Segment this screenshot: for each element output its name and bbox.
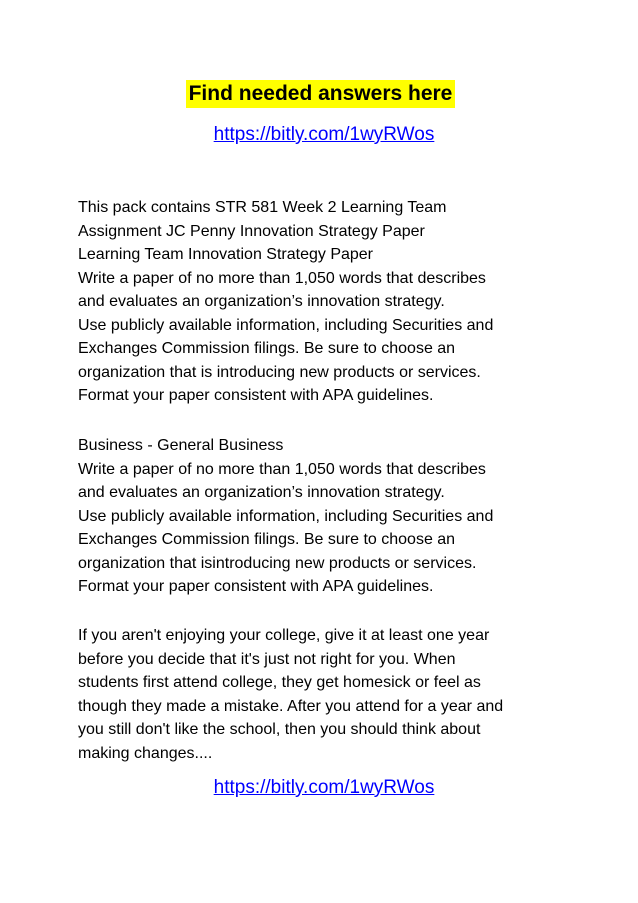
- text-line: Write a paper of no more than 1,050 words that describes: [78, 269, 486, 287]
- text-line: making changes....: [78, 744, 213, 762]
- bottom-link[interactable]: https://bitly.com/1wyRWos: [213, 777, 435, 798]
- text-line: Business - General Business: [78, 437, 284, 454]
- text-line: Exchanges Commission filings. Be sure to choose an: [78, 531, 456, 548]
- text-line: If you aren't enjoying your college, give it at least one year: [78, 627, 490, 644]
- text-line: you still don't like the school, then you should think about: [78, 721, 481, 738]
- header-area: [0, 80, 638, 108]
- text-line: Learning Team Innovation Strategy Paper: [78, 246, 374, 263]
- paragraph-college-advice: [78, 624, 578, 765]
- text-line: Exchanges Commission filings. Be sure to choose an: [78, 340, 456, 357]
- paragraph-product-description: [78, 196, 578, 408]
- bottom-link-area: [0, 777, 638, 799]
- text-line: before you decide that it's just not right for you. When: [78, 650, 456, 668]
- text-line: Use publicly available information, including Securities and: [78, 507, 494, 525]
- text-line: Format your paper consistent with APA guidelines.: [78, 387, 434, 404]
- text-line: Format your paper consistent with APA guidelines.: [78, 578, 434, 595]
- text-line: though they made a mistake. After you attend for a year and: [78, 697, 504, 715]
- text-line: and evaluates an organization’s innovation strategy.: [78, 293, 445, 310]
- top-link-area: [0, 124, 638, 146]
- text-line: organization that isintroducing new products or services.: [78, 554, 477, 572]
- highlighted-heading: Find needed answers here: [186, 80, 456, 108]
- text-line: Use publicly available information, including Securities and: [78, 316, 494, 334]
- text-line: organization that is introducing new products or services.: [78, 363, 481, 381]
- text-line: students first attend college, they get homesick or feel as: [78, 674, 481, 691]
- text-line: Write a paper of no more than 1,050 words that describes: [78, 460, 486, 478]
- text-line: This pack contains STR 581 Week 2 Learning Team: [78, 199, 447, 216]
- top-link[interactable]: https://bitly.com/1wyRWos: [213, 124, 435, 145]
- text-line: Assignment JC Penny Innovation Strategy Paper: [78, 222, 425, 240]
- text-line: and evaluates an organization’s innovation strategy.: [78, 484, 445, 501]
- paragraph-business-description: [78, 434, 578, 599]
